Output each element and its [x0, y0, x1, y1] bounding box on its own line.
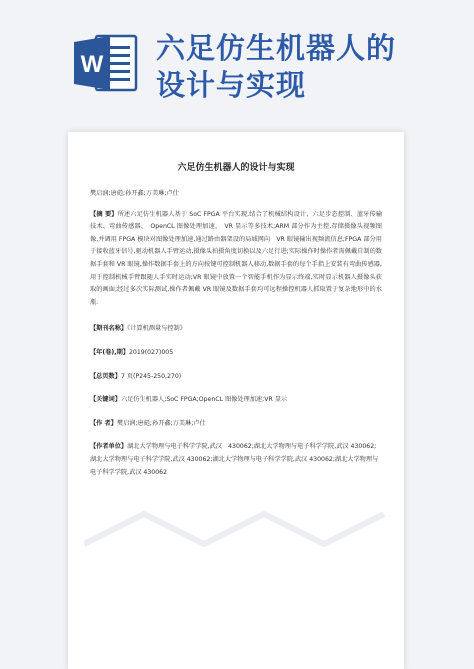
field-value: 湖北大学物理与电子科学学院,武汉 430062;湖北大学物理与电子科学学院,武汉 430062;湖北大学物理与电子科学学院,武汉 430062;湖北大学物理与电子科学学院,武汉 430062;湖北大学物理与电子科学学院,武汉 430062: [90, 443, 379, 476]
field-keywords: [90, 394, 382, 407]
document-page: [68, 132, 404, 669]
field-value: 7 页(P245-250,270): [120, 372, 182, 380]
page-header: [0, 0, 474, 118]
field-authors: [90, 418, 382, 431]
field-label: 【作者单位】: [90, 443, 128, 451]
field-year-volume-issue: [90, 347, 382, 360]
field-value: 2019(027)005: [128, 348, 174, 356]
field-label: 【年(卷),期】: [90, 348, 129, 356]
field-journal-name: [90, 323, 382, 336]
document-authors: 樊启润;唐彪;孙开鑫;万美琳;卢仕: [90, 190, 179, 197]
document-abstract: [90, 209, 382, 310]
field-affiliations: [90, 441, 382, 479]
abstract-text: 所述六足仿生机器人基于 SoC FPGA 平台实现,结合了机械结构设计、六足步态控制、蓝牙传输技术、弯曲传感器、 OpenCL 图像处理加速、 VR 显示等多技术;ARM 部分作为主控,存储摄像头视频图像,并调用 FPGA 模块对图像处理加速,通过路由器架设的局域网向 VR 眼镜输出视频流信息;FPGA 部分用于接收蓝牙信号,驱动机器人手臂运动,摄像头拍摄角度切换以及六足行进;实际操作时操作者需佩戴自制的数据手套和 VR 眼镜,操作数据手套上的方向按键可控制机器人移动,数据手套的每个手指上安装有弯曲传感器,用于控制机械手臂跟随人手实时运动;VR 眼镜中放置一个智能手机作为显示终端,实时显示机器人摄像头获取的画面;经过多次实际测试,操作者佩戴 VR 眼镜及数据手套均可远程操控机器人抓取置于复杂地形中的水瓶.: [90, 210, 383, 306]
field-label: 【总页数】: [90, 372, 121, 380]
field-label: 【作 者】: [90, 419, 117, 427]
page-title-line-2: 设计与实现: [156, 68, 307, 102]
document-title: 六足仿生机器人的设计与实现: [177, 163, 295, 173]
field-value: 樊启润;唐彪;孙开鑫;万美琳;卢仕: [116, 419, 206, 427]
field-value: 《计算机测量与控制》: [127, 325, 186, 333]
word-icon: [74, 34, 138, 92]
abstract-label: 【摘 要】: [90, 210, 118, 218]
field-label: 【期刊名称】: [90, 325, 128, 333]
word-icon-letter: W: [80, 51, 104, 78]
field-label: 【关键词】: [90, 396, 121, 404]
field-total-pages: [90, 371, 382, 384]
page-title: [156, 30, 456, 104]
page-title-line-1: 六足仿生机器人的: [156, 31, 397, 65]
field-value: 六足仿生机器人;SoC FPGA;OpenCL 图像处理加速;VR 显示: [120, 396, 288, 404]
